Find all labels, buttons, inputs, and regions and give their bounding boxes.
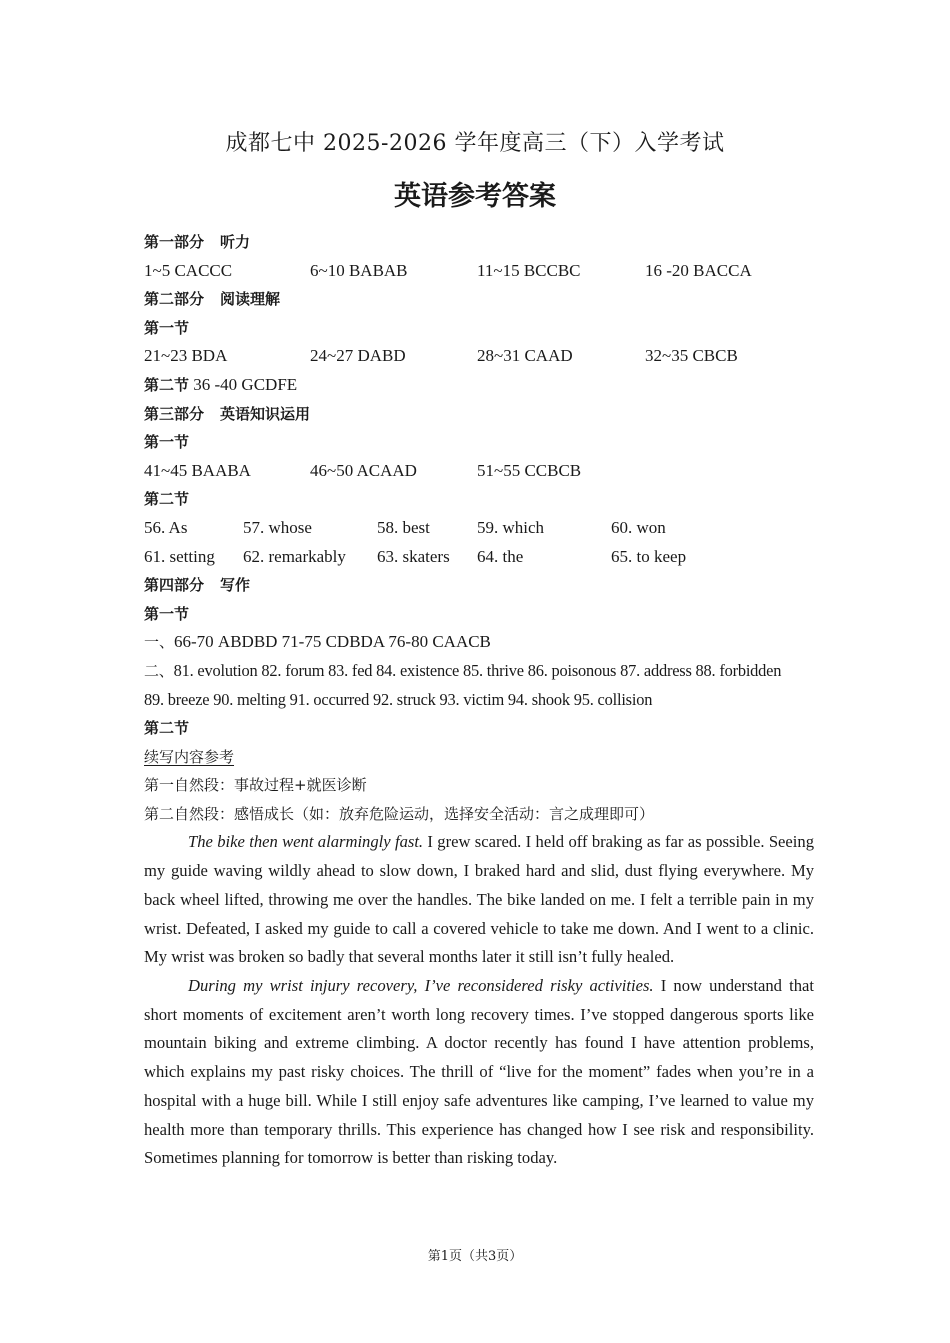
part3-section1-label: 第一节 — [144, 433, 190, 452]
part4-section1-label: 第一节 — [144, 604, 190, 623]
part3-fill-row-1 — [144, 514, 814, 543]
part3-section2-label: 第二节 — [144, 490, 190, 509]
answer-group: 51~55 CCBCB — [477, 460, 582, 480]
answer-group: 1~5 CACCC — [144, 260, 233, 280]
page-footer: 第1页（共3页） — [427, 1249, 523, 1264]
part4-answers-2: 81. evolution 82. forum 83. fed 84. existence 85. thrive 86. poisonous 87. address 88. forbidden — [173, 660, 782, 680]
fill-answer: 64. the — [477, 546, 524, 566]
part2-heading — [144, 285, 814, 314]
essay-paragraph-2-body: I now understand that short moments of excitement aren’t worth long recovery times. I’ve stopped dangerous sports like mountain biking and extreme climbing. A doctor recently has found I have attention problems, which explains my past risky choices. The thrill of “live for the moment” fades when you’re in a hospital with a huge bill. While I still enjoy safe adventures like camping, I’ve learned to value my health more than temporary thrills. This experience has changed how I see risk and responsibility. Sometimes planning for tomorrow is better than risking today. — [144, 975, 814, 1168]
fill-answer: 57. whose — [243, 517, 312, 537]
part2-answers-row — [144, 342, 814, 371]
answer-group: 46~50 ACAAD — [310, 460, 417, 480]
page-subtitle: 英语参考答案 — [394, 181, 556, 212]
part2-section2-label: 第二节 — [144, 375, 190, 394]
answer-content — [144, 228, 814, 1173]
part4-heading-number: 第四部分 — [144, 576, 205, 595]
paragraph1-note: 第一自然段：事故过程+就医诊断 — [144, 776, 367, 795]
part4-section2-label: 第二节 — [144, 719, 190, 738]
essay-paragraph-1 — [144, 828, 814, 972]
part1-heading-number: 第一部分 — [144, 233, 205, 251]
part1-heading — [144, 228, 814, 257]
part2-section2-row — [144, 371, 814, 400]
answer-group: 11~15 BCCBC — [477, 260, 581, 280]
part4-answers-line-2 — [144, 657, 814, 686]
fill-answer: 63. skaters — [377, 546, 450, 566]
paragraph2-note: 第二自然段：感悟成长（如：放弃危险运动，选择安全活动：言之成理即可） — [144, 804, 655, 823]
part1-heading-name: 听力 — [220, 233, 251, 251]
part2-section1-label: 第一节 — [144, 318, 190, 337]
fill-answer: 62. remarkably — [243, 546, 346, 566]
part4-answers-line-3: 89. breeze 90. melting 91. occurred 92. struck 93. victim 94. shook 95. collision — [144, 689, 653, 709]
answer-group: 41~45 BAABA — [144, 460, 251, 480]
part4-answers-line-1 — [144, 628, 814, 657]
fill-answer: 65. to keep — [611, 546, 687, 566]
item-marker-2: 二、 — [144, 661, 174, 680]
part3-answers-row — [144, 457, 814, 486]
fill-answer: 58. best — [377, 517, 430, 537]
part2-section2-answers: 36 -40 GCDFE — [193, 374, 298, 394]
part4-heading — [144, 571, 814, 600]
essay-paragraph-1-lead: The bike then went alarmingly fast. — [188, 832, 424, 852]
part3-fill-row-2 — [144, 543, 814, 572]
essay-paragraph-1-body: I grew scared. I held off braking as far as possible. Seeing my guide waving wildly ahead to slow down, I braked hard and slid, dust flying everywhere. My back wheel lifted, throwing me over the handles. The bike landed on me. I felt a terrible pain in my wrist. Defeated, I asked my guide to call a covered vehicle to take me down. And I went to a clinic. My wrist was broken so badly that several months later it still isn’t fully healed. — [144, 832, 814, 967]
answer-group: 6~10 BABAB — [310, 260, 408, 280]
fill-answer: 61. setting — [144, 546, 215, 566]
answer-group: 16 -20 BACCA — [645, 260, 752, 280]
part3-heading-name: 英语知识运用 — [220, 404, 311, 423]
part2-heading-name: 阅读理解 — [220, 290, 281, 309]
reference-title: 续写内容参考 — [144, 747, 235, 766]
essay-paragraph-2-lead: During my wrist injury recovery, I’ve reconsidered risky activities. — [188, 975, 654, 995]
answer-group: 28~31 CAAD — [477, 346, 573, 366]
part3-heading — [144, 400, 814, 429]
answer-group: 32~35 CBCB — [645, 346, 738, 366]
part1-answers-row — [144, 257, 814, 286]
essay-paragraph-2 — [144, 972, 814, 1173]
item-marker-1: 一、 — [144, 633, 175, 652]
answer-group: 24~27 DABD — [310, 346, 406, 366]
fill-answer: 59. which — [477, 517, 545, 537]
fill-answer: 56. As — [144, 517, 188, 537]
part4-heading-name: 写作 — [220, 576, 251, 595]
part4-answers-1: 66-70 ABDBD 71-75 CDBDA 76-80 CAACB — [174, 632, 491, 652]
page-title: 成都七中 2025-2026 学年度高三（下）入学考试 — [225, 131, 725, 156]
part2-heading-number: 第二部分 — [144, 290, 205, 309]
answer-group: 21~23 BDA — [144, 346, 228, 366]
part3-heading-number: 第三部分 — [144, 404, 205, 423]
fill-answer: 60. won — [611, 517, 666, 537]
